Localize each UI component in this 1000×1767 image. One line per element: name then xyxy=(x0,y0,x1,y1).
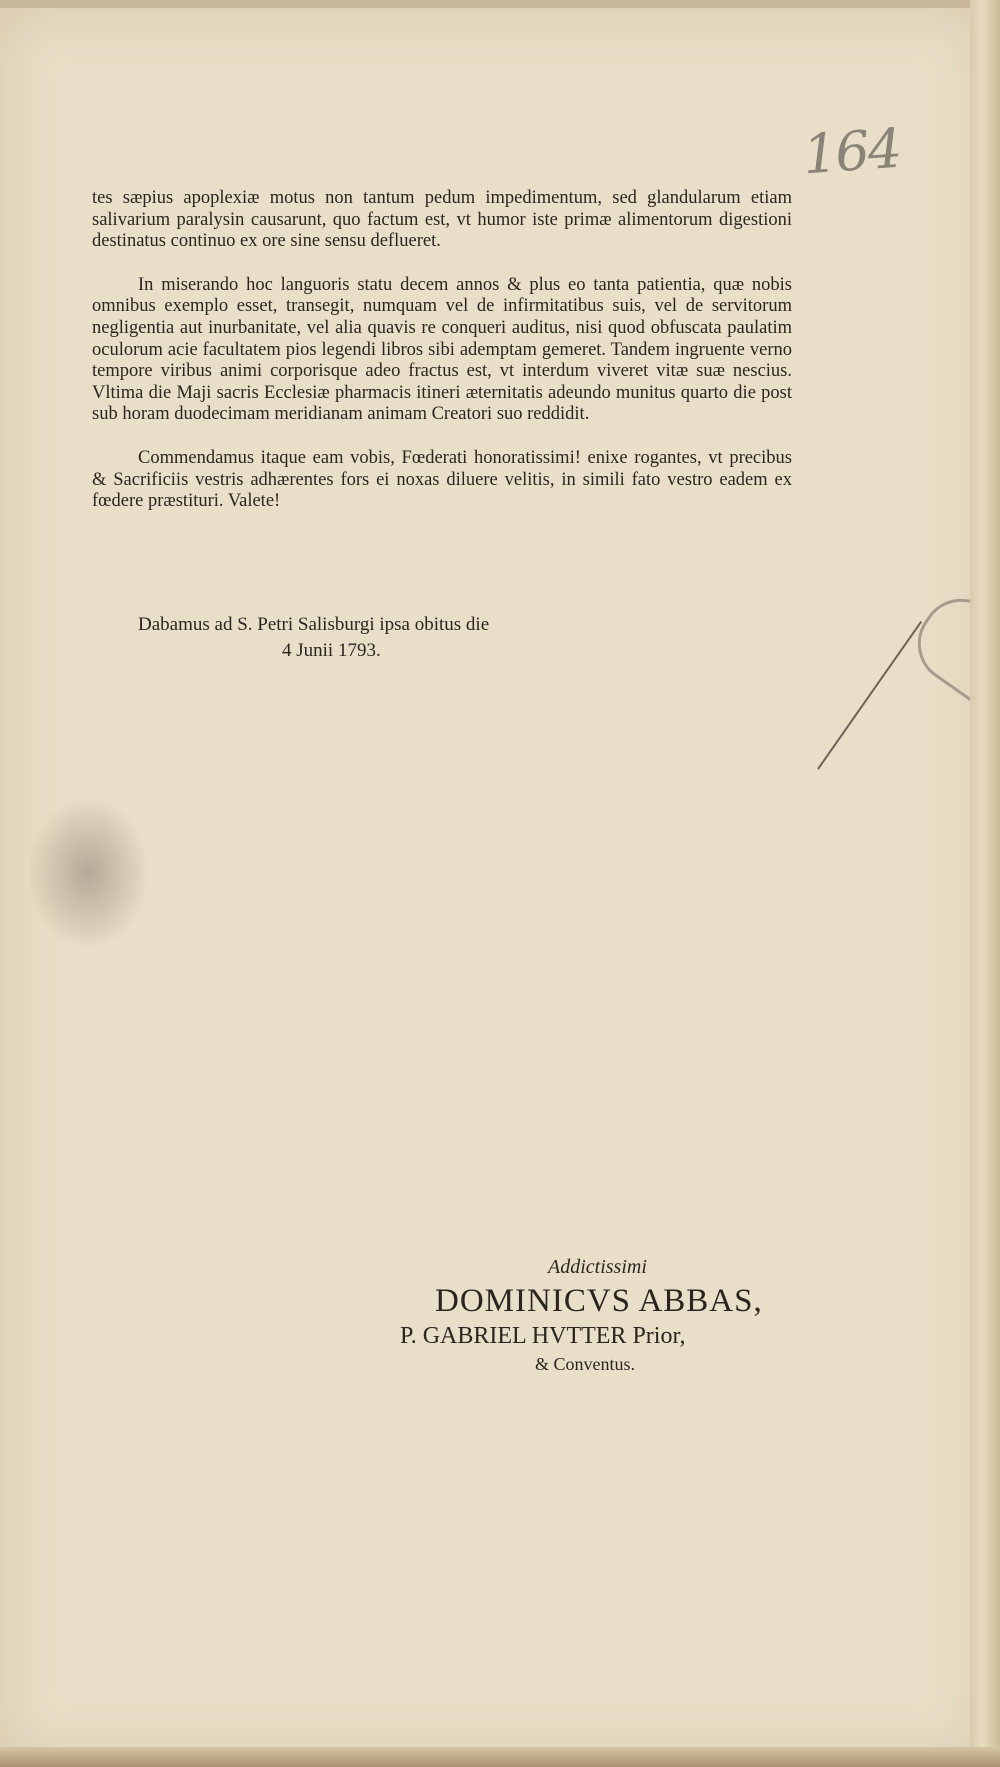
ink-stain xyxy=(28,798,148,948)
body-text xyxy=(92,188,792,535)
folio-number: 164 xyxy=(800,116,903,187)
dating-date: 4 Junii 1793. xyxy=(282,640,381,661)
signature-intro: Addictissimi xyxy=(548,1256,647,1278)
signature-convent: & Conventus. xyxy=(535,1354,636,1374)
signature-prior: P. GABRIEL HVTTER Prior, xyxy=(400,1323,686,1349)
signature-abbot: DOMINICVS ABBAS, xyxy=(435,1283,763,1319)
signature-block xyxy=(400,1256,820,1377)
dating-place: Dabamus ad S. Petri Salisburgi ipsa obitus die xyxy=(138,614,490,635)
stacked-pages-edge xyxy=(970,0,1000,1767)
paragraph-commendation: Commendamus itaque eam vobis, Fœderati honoratissimi! enixe rogantes, vt precibus & Sacrificiis vestris adhærentes fors ei noxas diluere velitis, in simili fato vestro eadem ex fœdere præstituri. Valete! xyxy=(92,447,792,512)
paragraph-illness: In miserando hoc languoris statu decem annos & plus eo tanta patientia, quæ nobis omnibus exemplo esset, transegit, numquam vel de infirmitatibus suis, vel de servitorum negligentia aut inurbanitate, vel alia quavis re conqueri auditus, nisi quod obfuscata paulatim oculorum acie facultatem pios legendi libros sibi ademptam gemeret. Tandem ingruente verno tempore viribus animi corporisque adeo fractus est, vt interdum viveret vitæ suæ nescius. Vltima die Maji sacris Ecclesiæ pharmacis itineri æternitatis adeundo munitus quarto die post sub horam duodecimam meridianam animam Creatori suo reddidit. xyxy=(92,274,792,425)
paragraph-continuation: tes sæpius apoplexiæ motus non tantum pedum impedimentum, sed glandularum etiam salivarium paralysin causarunt, quo factum est, vt humor iste primæ alimentorum digestioni destinatus continuo ex ore sine sensu deflueret. xyxy=(92,188,792,252)
document-page xyxy=(0,8,985,1760)
dating-block xyxy=(138,612,489,664)
binding-string xyxy=(817,621,922,770)
book-bottom-edge xyxy=(0,1747,1000,1767)
